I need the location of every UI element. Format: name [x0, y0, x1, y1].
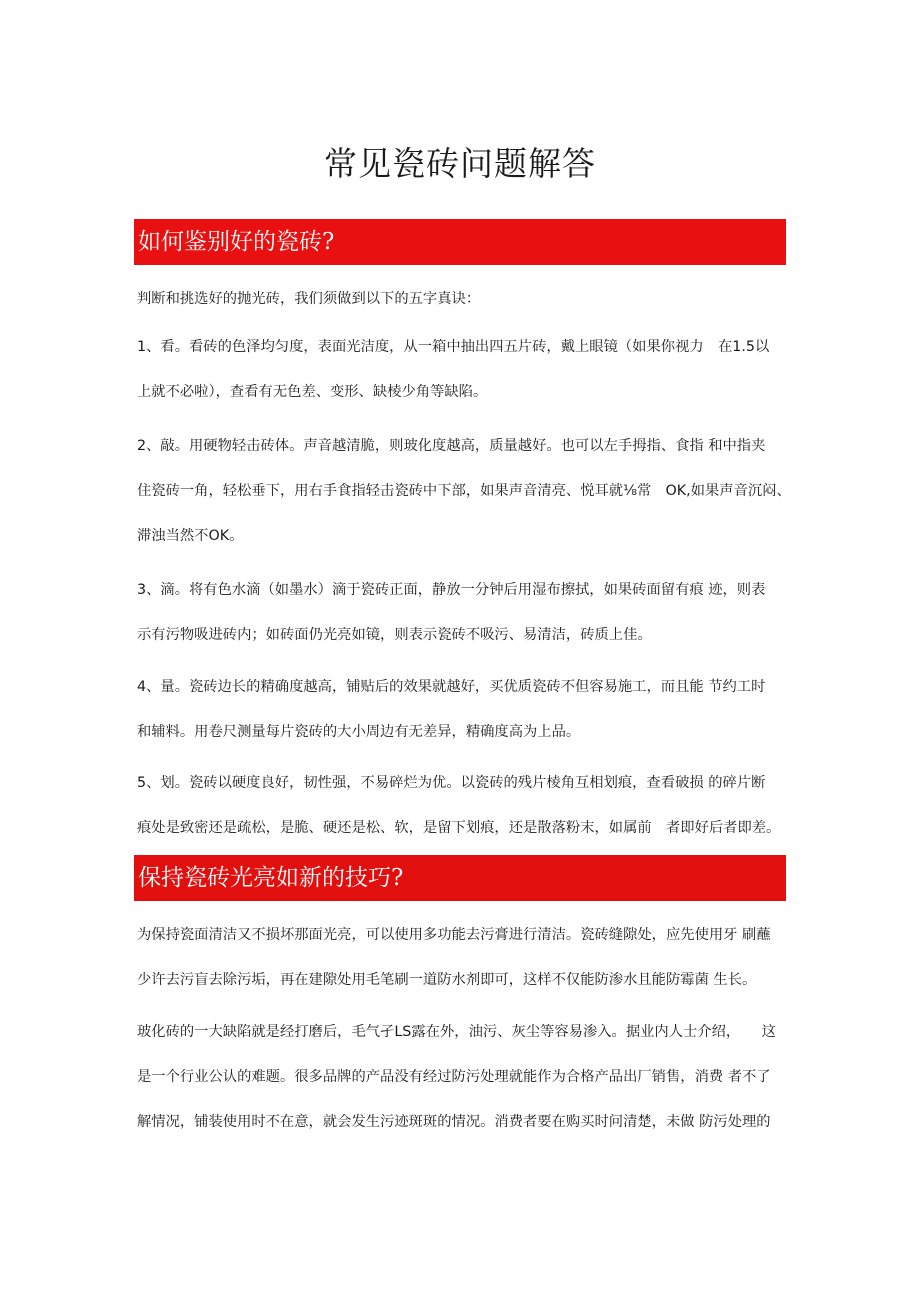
- tip-measure: [137, 665, 797, 755]
- tip-look: [137, 325, 797, 415]
- tip-scratch: [137, 761, 797, 851]
- text-line: 玻化砖的一大缺陷就是经打磨后，毛气孑LS露在外，油污、灰尘等容易渗入。据业内人士介绍， 这: [137, 1024, 776, 1040]
- section-heading-keep-shiny: 保持瓷砖光亮如新的技巧?: [134, 855, 786, 901]
- page-title: 常见瓷砖问题解答: [324, 144, 596, 183]
- cleaning-paragraph: [137, 913, 797, 1003]
- text-line: 和辅料。用卷尺测量每片瓷砖的大小周边有无差异，精确度高为上品。: [137, 724, 581, 740]
- text-line: 判断和挑选好的抛光砖，我们须做到以下的五字真诀：: [137, 291, 481, 307]
- intro-paragraph: [137, 277, 797, 322]
- text-line: 解情况，铺装使用时不在意，就会发生污迹斑斑的情况。消费者要在购买时问清楚，未做 防污处理的: [137, 1114, 771, 1130]
- text-line: 示有污物吸进砖内；如砖面仍光亮如镜，则表示瓷砖不吸污、易清洁，砖质上佳。: [137, 627, 652, 643]
- stain-proofing-paragraph: [137, 1010, 797, 1145]
- text-line: 2、敲。用硬物轻击砖体。声音越清脆，则玻化度越高，质量越好。也可以左手拇指、食指 和中指夹: [137, 438, 766, 454]
- text-line: 上就不必啦），查看有无色差、变形、缺棱少角等缺陷。: [137, 384, 488, 400]
- tip-drip: [137, 568, 797, 658]
- text-line: 5、划。瓷砖以硬度良好，韧性强，不易碎烂为优。以瓷砖的残片棱角互相划痕，查看破损 的碎片断: [137, 775, 766, 791]
- text-line: 3、滴。将有色水滴（如墨水）滴于瓷砖正面，静放一分钟后用湿布擦拭，如果砖面留有痕 迹，则表: [137, 582, 766, 598]
- tip-knock: [137, 424, 797, 559]
- text-line: 住瓷砖一角，轻松垂下，用右手食指轻击瓷砖中下部，如果声音清亮、悦耳就⅛常 OK,如果声音沉闷、: [137, 483, 791, 499]
- text-line: 痕处是致密还是疏松，是脆、硬还是松、软，是留下划痕，还是散落粉末，如属前 者即好后者即差。: [137, 820, 781, 836]
- text-line: 为保持瓷面清洁又不损坏那面光亮，可以使用多功能去污膏进行清洁。瓷砖缝隙处，应先使用牙 刷蘸: [137, 927, 771, 943]
- text-line: 是一个行业公认的难题。很多品牌的产品没有经过防污处理就能作为合格产品出厂销售，消费 者不了: [137, 1069, 771, 1085]
- section-heading-identify-tiles: 如何鉴别好的瓷砖?: [134, 219, 786, 265]
- text-line: 少许去污盲去除污垢，再在建隙处用毛笔刷一道防水剂即可，这样不仅能防渗水且能防霉菌 生长。: [137, 972, 757, 988]
- text-line: 1、看。看砖的色泽均匀度，表面光洁度，从一箱中抽出四五片砖，戴上眼镜（如果你视力 在1.5以: [137, 339, 770, 355]
- text-line: 滞浊当然不OK。: [137, 528, 244, 544]
- text-line: 4、量。瓷砖边长的精确度越高，铺贴后的效果就越好，买优质瓷砖不但容易施工，而且能 节约工时: [137, 679, 766, 695]
